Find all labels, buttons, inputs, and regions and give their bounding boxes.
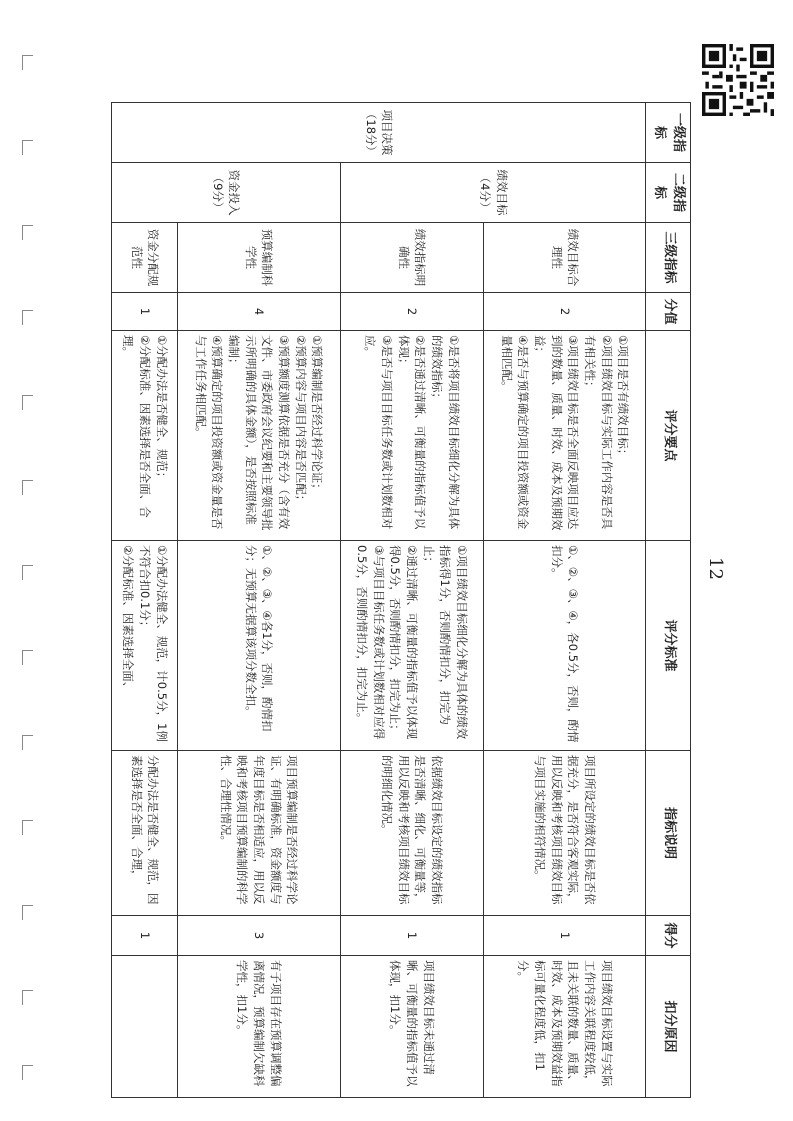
explain-cell: 项目预算编制是否经过科学论证、有明确标准，资金额度与年度目标是否相适应，用以反映和考核项目预算编制的科学性、合理性情况。 xyxy=(178,751,341,916)
evaluation-table xyxy=(111,102,691,1098)
binding-mark xyxy=(22,1065,33,1080)
reason-cell: 项目绩效目标未通过清晰、可衡量的指标值予以体现，扣1分。 xyxy=(340,956,483,1098)
points-cell: ①分配办法是否健全、规范； ②分配标准、因素选择是否全面、合理。 xyxy=(112,331,178,541)
binding-mark xyxy=(22,225,33,240)
header-criteria: 评分标准 xyxy=(646,541,691,751)
header-reason: 扣分原因 xyxy=(646,956,691,1098)
level3-cell: 资金分配规范性 xyxy=(112,223,178,293)
binding-mark xyxy=(22,310,33,325)
table-row xyxy=(112,103,178,1098)
header-explain: 指标说明 xyxy=(646,751,691,916)
level2-cell: 绩效目标（4分） xyxy=(340,163,646,223)
reason-cell: 项目绩效目标设置与实际工作内容关联程度较低，且未关联的数量、质量、时效、成本及预期效益指标可量化程度低，扣1分。 xyxy=(483,956,646,1098)
got-cell: 1 xyxy=(112,916,178,956)
got-cell: 1 xyxy=(340,916,483,956)
binding-mark xyxy=(22,650,33,665)
binding-mark xyxy=(22,140,33,155)
reason-cell xyxy=(112,956,178,1098)
binding-mark xyxy=(22,905,33,920)
level2-cell: 资金投入（9分） xyxy=(112,163,341,223)
level1-cell: 项目决策（18分） xyxy=(112,103,646,163)
criteria-cell: ①项目绩效目标细化分解为具体的绩效指标得1分，否则酌情扣分，扣完为止； ②通过清晰、可衡量的指标值予以体现得0.5分，否则酌情扣分，扣完为止； ③与项目目标任务数或计划数相对应得0.5分，否则酌情扣分，扣完为止。 xyxy=(340,541,483,751)
criteria-cell: ①、②、③、④，各0.5分，否则，酌情扣分。 xyxy=(483,541,646,751)
binding-mark xyxy=(22,565,33,580)
level3-cell: 绩效目标合理性 xyxy=(483,223,646,293)
binding-mark xyxy=(22,395,33,410)
points-cell: ①项目是否有绩效目标； ②项目绩效目标与实际工作内容是否具有相关性； ③项目绩效目标是否全面反映项目应达到的数量、质量、时效、成本及预期效益； ④是否与预算确定的项目投资额或资金量相匹配。 xyxy=(483,331,646,541)
binding-mark xyxy=(22,55,33,70)
criteria-cell: ①、②、③、④各1分，否则，酌情扣分；无预算无据算该项分数全扣。 xyxy=(178,541,341,751)
explain-cell: 分配办法是否健全、规范，因素选择是否全面、合理， xyxy=(112,751,178,916)
header-level3: 三级指标 xyxy=(646,223,691,293)
table-row xyxy=(178,103,341,1098)
got-cell: 1 xyxy=(483,916,646,956)
table-row xyxy=(483,103,646,1098)
level3-cell: 绩效指标明确性 xyxy=(340,223,483,293)
header-points: 评分要点 xyxy=(646,331,691,541)
header-got: 得分 xyxy=(646,916,691,956)
binding-mark xyxy=(22,990,33,1005)
reason-cell: 有子项目存在预算调整偏离情况，预算编制欠缺科学性，扣1分。 xyxy=(178,956,341,1098)
points-cell: ①是否将项目绩效目标细化分解为具体的绩效指标； ②是否通过清晰、可衡量的指标值予以体现； ③是否与项目目标任务数或计划数相对应。 xyxy=(340,331,483,541)
binding-margin-marks xyxy=(22,55,38,1075)
binding-mark xyxy=(22,735,33,750)
rotated-evaluation-table-wrapper xyxy=(111,102,793,1087)
score-value-cell: 4 xyxy=(178,293,341,331)
header-level2: 二级指标 xyxy=(646,163,691,223)
got-cell: 3 xyxy=(178,916,341,956)
level3-cell: 预算编制科学性 xyxy=(178,223,341,293)
score-value-cell: 1 xyxy=(112,293,178,331)
score-value-cell: 2 xyxy=(483,293,646,331)
criteria-cell: ①分配办法健全、规范，计0.5分，1例不符合扣0.1分； ②分配标准、因素选择全面、 xyxy=(112,541,178,751)
header-level1: 一级指标 xyxy=(646,103,691,163)
explain-cell: 项目所设定的绩效目标是否依据充分，是否符合客观实际，用以反映和考核项目绩效目标与项目实施的相符情况。 xyxy=(483,751,646,916)
binding-mark xyxy=(22,820,33,835)
explain-cell: 依据绩效目标设定的绩效指标是否清晰、细化、可衡量等，用以反映和考核项目绩效目标的明细化情况。 xyxy=(340,751,483,916)
table-row xyxy=(340,103,483,1098)
score-value-cell: 2 xyxy=(340,293,483,331)
page-number: 12 xyxy=(704,557,726,580)
points-cell: ①预算编制是否经过科学论证； ②预算内容与项目内容是否匹配； ③预算额度测算依据是否充分（含有效文件、市委政府会议纪要和主要领导批示所明确的具体金额），是否按照标准编制； ④预算确定的项目投资额或资金量是否与工作任务相匹配。 xyxy=(178,331,341,541)
binding-mark xyxy=(22,480,33,495)
header-score-value: 分值 xyxy=(646,293,691,331)
